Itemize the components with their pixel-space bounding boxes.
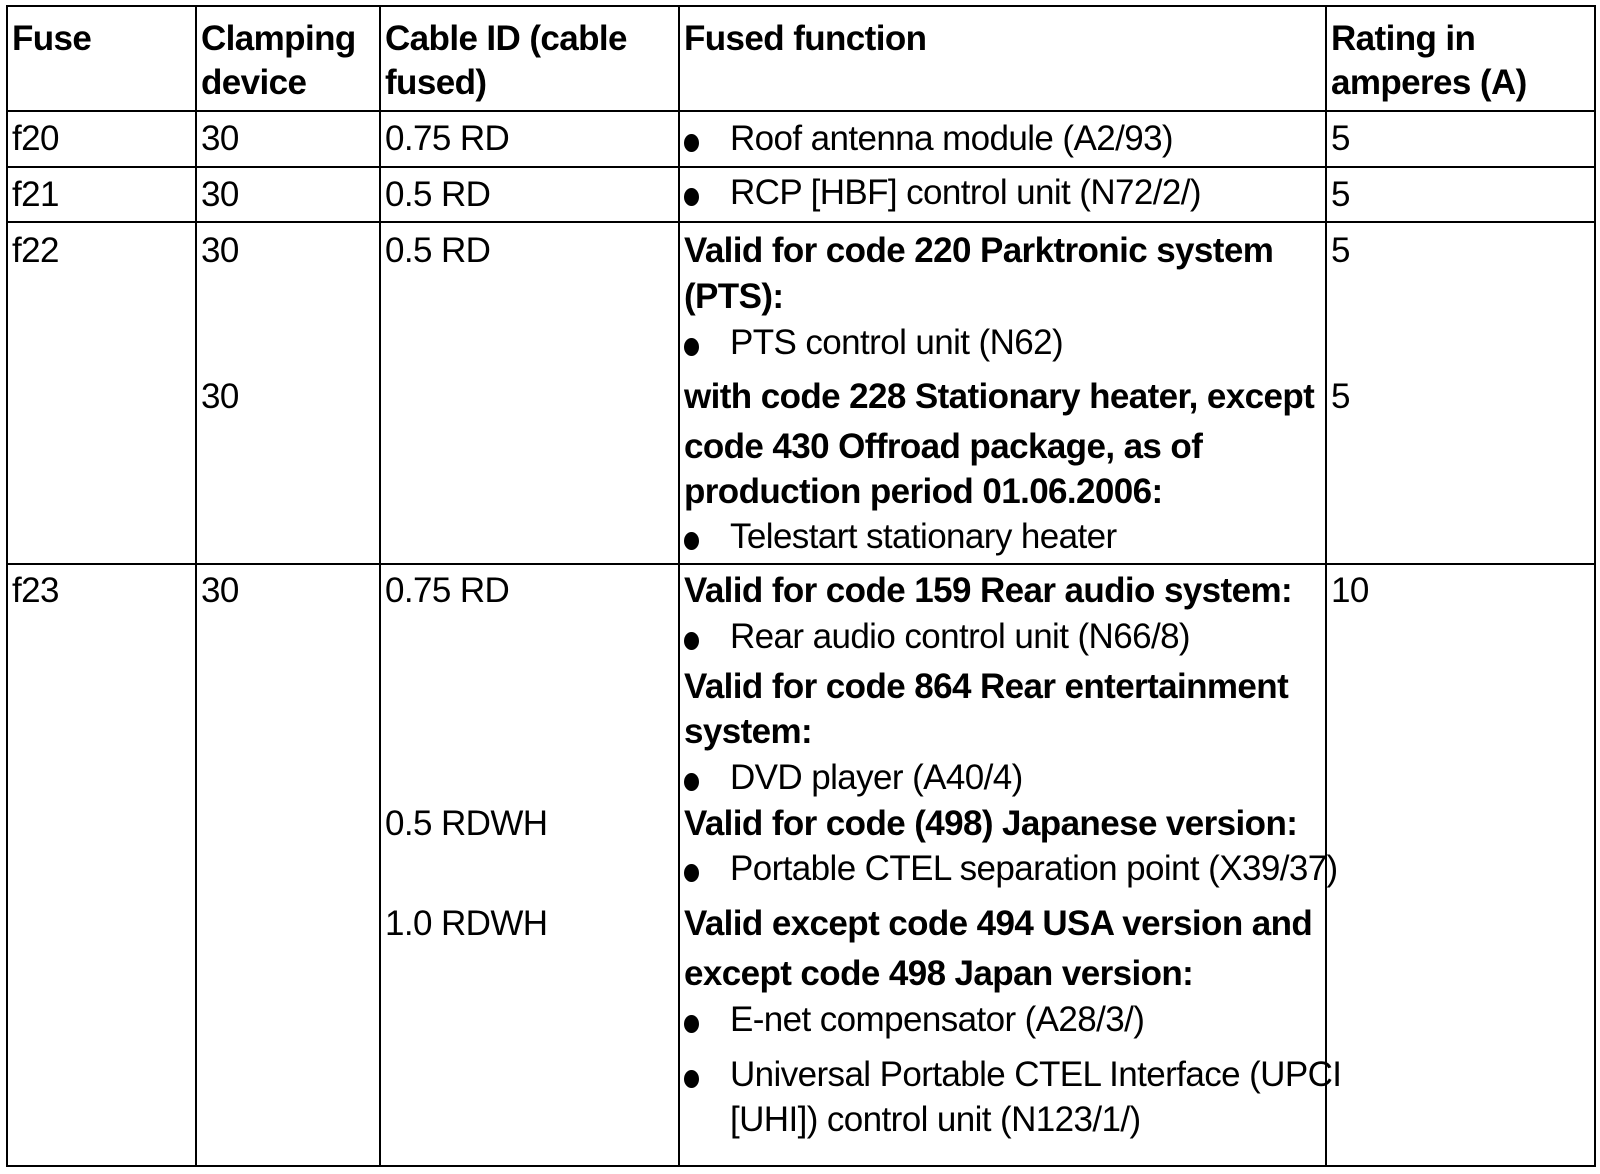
column-divider: [678, 5, 680, 1167]
bullet-icon: [684, 1070, 699, 1088]
condition-heading: with code 228 Stationary heater, except: [684, 377, 1315, 416]
cell-clamp: 30: [201, 377, 239, 416]
cell-cable: 0.5 RD: [385, 231, 491, 270]
table-border-right: [1594, 5, 1596, 1167]
cell-fuse: f23: [12, 571, 59, 610]
function-item: PTS control unit (N62): [730, 323, 1064, 362]
condition-heading: Valid for code (498) Japanese version:: [684, 804, 1298, 843]
bullet-icon: [684, 864, 699, 882]
header-cable-id: fused): [385, 63, 487, 102]
cell-clamp: 30: [201, 231, 239, 270]
column-divider: [379, 5, 381, 1167]
bullet-icon: [684, 773, 699, 791]
function-item: Universal Portable CTEL Interface (UPCI: [730, 1055, 1342, 1094]
cell-fuse: f22: [12, 231, 59, 270]
header-cable-id: Cable ID (cable: [385, 19, 627, 58]
column-divider: [195, 5, 197, 1167]
function-item: Telestart stationary heater: [730, 517, 1117, 556]
row-divider: [6, 221, 1596, 223]
function-item: Rear audio control unit (N66/8): [730, 617, 1190, 656]
function-item: DVD player (A40/4): [730, 758, 1023, 797]
function-item: [UHI]) control unit (N123/1/): [730, 1100, 1141, 1139]
cell-cable: 0.75 RD: [385, 119, 510, 158]
row-divider: [6, 166, 1596, 168]
condition-heading: production period 01.06.2006:: [684, 472, 1163, 511]
function-item: E-net compensator (A28/3/): [730, 1000, 1145, 1039]
cell-fuse: f20: [12, 119, 59, 158]
condition-heading: Valid for code 220 Parktronic system: [684, 231, 1274, 270]
cell-clamp: 30: [201, 119, 239, 158]
table-border-left: [6, 5, 8, 1167]
cell-rating: 5: [1331, 175, 1350, 214]
cell-cable: 0.5 RDWH: [385, 804, 548, 843]
bullet-icon: [684, 1015, 699, 1033]
bullet-icon: [684, 632, 699, 650]
cell-fuse: f21: [12, 175, 59, 214]
table-border-bottom: [6, 1165, 1596, 1167]
condition-heading: (PTS):: [684, 277, 784, 316]
cell-rating: 10: [1331, 571, 1369, 610]
cell-rating: 5: [1331, 231, 1350, 270]
row-divider: [6, 110, 1596, 112]
condition-heading: Valid except code 494 USA version and: [684, 904, 1313, 943]
cell-rating: 5: [1331, 119, 1350, 158]
row-divider: [6, 563, 1596, 565]
cell-clamp: 30: [201, 571, 239, 610]
function-item: Portable CTEL separation point (X39/37): [730, 849, 1338, 888]
header-rating: amperes (A): [1331, 63, 1527, 102]
header-fused-function: Fused function: [684, 19, 927, 58]
table-border-top: [6, 5, 1596, 7]
header-clamping: Clamping: [201, 19, 356, 58]
function-item: Roof antenna module (A2/93): [730, 119, 1173, 158]
cell-cable: 1.0 RDWH: [385, 904, 548, 943]
function-item: RCP [HBF] control unit (N72/2/): [730, 173, 1201, 212]
condition-heading: code 430 Offroad package, as of: [684, 427, 1203, 466]
header-fuse: Fuse: [12, 19, 92, 58]
column-divider: [1325, 5, 1327, 1167]
cell-cable: 0.75 RD: [385, 571, 510, 610]
header-clamping: device: [201, 63, 307, 102]
bullet-icon: [684, 532, 699, 550]
condition-heading: Valid for code 159 Rear audio system:: [684, 571, 1293, 610]
fuse-table: [6, 5, 1596, 1167]
bullet-icon: [684, 134, 699, 152]
condition-heading: Valid for code 864 Rear entertainment: [684, 667, 1289, 706]
header-rating: Rating in: [1331, 19, 1476, 58]
cell-cable: 0.5 RD: [385, 175, 491, 214]
condition-heading: except code 498 Japan version:: [684, 954, 1194, 993]
cell-clamp: 30: [201, 175, 239, 214]
condition-heading: system:: [684, 712, 813, 751]
bullet-icon: [684, 338, 699, 356]
bullet-icon: [684, 188, 699, 206]
cell-rating: 5: [1331, 377, 1350, 416]
